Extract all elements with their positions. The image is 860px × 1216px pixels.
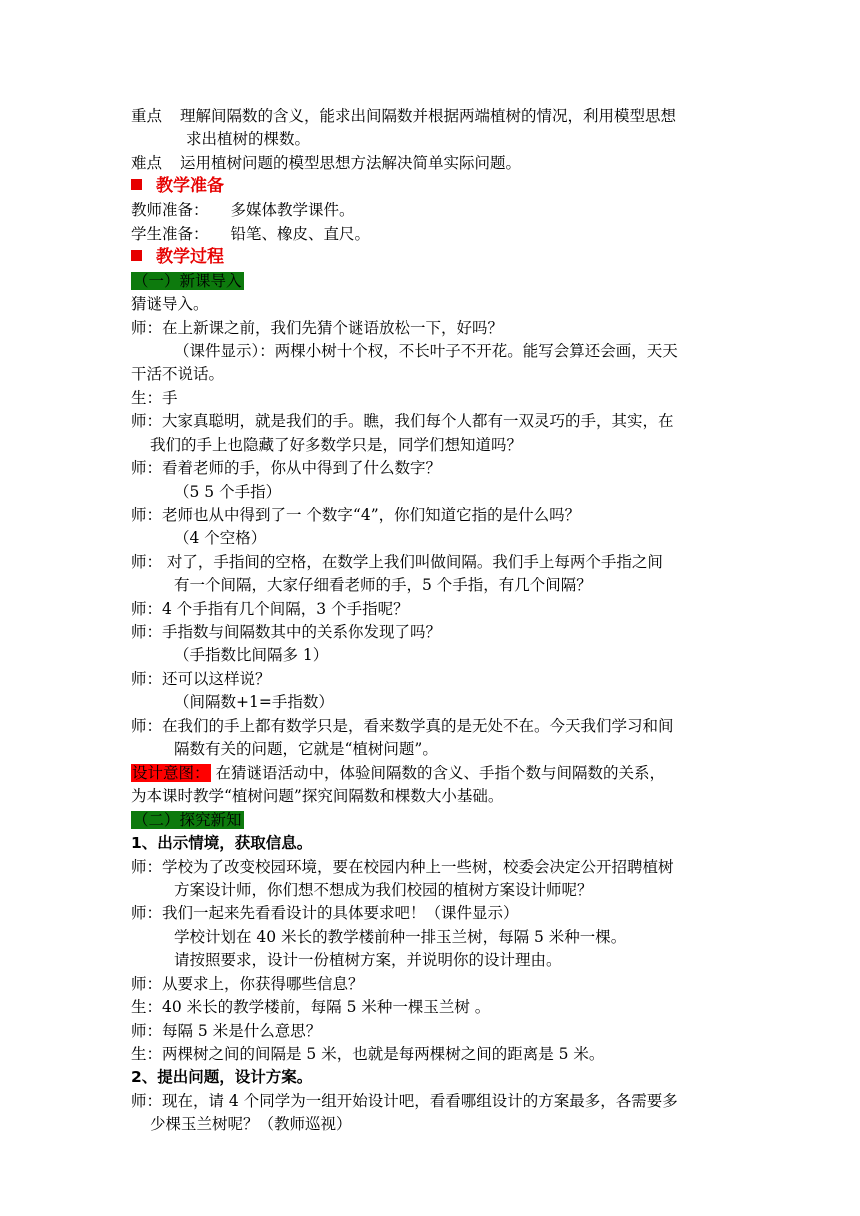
focus-label: 重点	[131, 107, 163, 125]
process-heading: 教学过程	[131, 247, 224, 267]
dialog-line: 师：现在，请 4 个同学为一组开始设计吧，看看哪组设计的方案最多，各需要多	[131, 1092, 678, 1110]
dialog-line: 请按照要求，设计一份植树方案，并说明你的设计理由。	[174, 951, 562, 969]
dialog-line: 师：大家真聪明，就是我们的手。瞧，我们每个人都有一双灵巧的手，其实，在	[131, 412, 674, 430]
dialog-line: 有一个间隔，大家仔细看老师的手，5 个手指，有几个间隔？	[174, 576, 592, 594]
dialog-line: 师：在上新课之前，我们先猜个谜语放松一下，好吗？	[131, 319, 504, 337]
focus-line-2: 求出植树的棵数。	[186, 130, 311, 148]
dialog-line: 师：4 个手指有几个间隔，3 个手指呢？	[131, 600, 409, 618]
design-intent-line-2: 为本课时教学“植树问题”探究间隔数和棵数大小基础。	[131, 787, 504, 805]
design-intent-line	[131, 763, 665, 783]
difficulty-text: 运用植树问题的模型思想方法解决简单实际问题。	[180, 154, 522, 172]
difficulty-label: 难点	[131, 154, 163, 172]
dialog-line: 学校计划在 40 米长的教学楼前种一排玉兰树，每隔 5 米种一棵。	[174, 928, 627, 946]
focus-line-1	[131, 106, 676, 126]
dialog-line: 师：每隔 5 米是什么意思？	[131, 1022, 322, 1040]
section2-tag: （二）探究新知	[133, 811, 242, 829]
dialog-line: 师：我们一起来先看看设计的具体要求吧！（课件显示）	[131, 904, 519, 922]
dialog-line: 生：40 米长的教学楼前，每隔 5 米种一棵玉兰树 。	[131, 998, 491, 1016]
prep-heading: 教学准备	[131, 176, 224, 196]
square-bullet-icon	[131, 179, 142, 190]
dialog-line: （手指数比间隔多 1）	[174, 646, 329, 664]
dialog-line: 师：看着老师的手，你从中得到了什么数字？	[131, 459, 442, 477]
dialog-line: 生：两棵树之间的间隔是 5 米，也就是每两棵树之间的距离是 5 米。	[131, 1045, 605, 1063]
dialog-line: 师： 对了，手指间的空格，在数学上我们叫做间隔。我们手上每两个手指之间	[131, 553, 663, 571]
dialog-line: （课件显示）：两棵小树十个杈，不长叶子不开花。能写会算还会画，天天	[174, 342, 678, 360]
design-intent-tag: 设计意图：	[132, 764, 210, 782]
section1-tag-line	[131, 271, 244, 291]
teacher-prep-line	[131, 200, 355, 220]
intro-line: 猜谜导入。	[131, 295, 209, 313]
section2-tag-line	[131, 810, 244, 830]
dialog-line: 生：手	[131, 389, 178, 407]
student-prep-label: 学生准备：	[131, 225, 209, 243]
dialog-line: （5 5 个手指）	[174, 483, 282, 501]
dialog-line: 师：还可以这样说？	[131, 670, 271, 688]
dialog-line: （间隔数+1=手指数）	[174, 693, 334, 711]
dialog-line: 师：从要求上，你获得哪些信息？	[131, 975, 364, 993]
design-intent-text: 在猜谜语活动中，体验间隔数的含义、手指个数与间隔数的关系，	[210, 764, 665, 782]
dialog-line: 师：在我们的手上都有数学只是，看来数学真的是无处不在。今天我们学习和间	[131, 717, 674, 735]
teacher-prep-text: 多媒体教学课件。	[230, 201, 355, 219]
dialog-line: 干活不说话。	[131, 365, 225, 383]
dialog-line: （4 个空格）	[174, 529, 267, 547]
section1-tag: （一）新课导入	[133, 272, 242, 290]
dialog-line: 我们的手上也隐藏了好多数学只是，同学们想知道吗？	[150, 436, 523, 454]
subsection-title-2: 2、提出问题，设计方案。	[131, 1068, 313, 1086]
dialog-line: 少棵玉兰树呢？（教师巡视）	[150, 1115, 352, 1133]
difficulty-line	[131, 153, 521, 173]
subsection-title-1: 1、出示情境，获取信息。	[131, 834, 313, 852]
student-prep-text: 铅笔、橡皮、直尺。	[230, 225, 371, 243]
square-bullet-icon	[131, 250, 142, 261]
student-prep-line	[131, 224, 370, 244]
focus-text: 理解间隔数的含义，能求出间隔数并根据两端植树的情况，利用模型思想	[180, 107, 677, 125]
teacher-prep-label: 教师准备：	[131, 201, 209, 219]
dialog-line: 师：学校为了改变校园环境，要在校园内种上一些树，校委会决定公开招聘植树	[131, 858, 674, 876]
dialog-line: 师：老师也从中得到了一 个数字“4”，你们知道它指的是什么吗？	[131, 506, 581, 524]
dialog-line: 方案设计师，你们想不想成为我们校园的植树方案设计师呢？	[174, 881, 593, 899]
dialog-line: 师：手指数与间隔数其中的关系你发现了吗？	[131, 623, 442, 641]
dialog-line: 隔数有关的问题，它就是“植树问题”。	[174, 740, 438, 758]
